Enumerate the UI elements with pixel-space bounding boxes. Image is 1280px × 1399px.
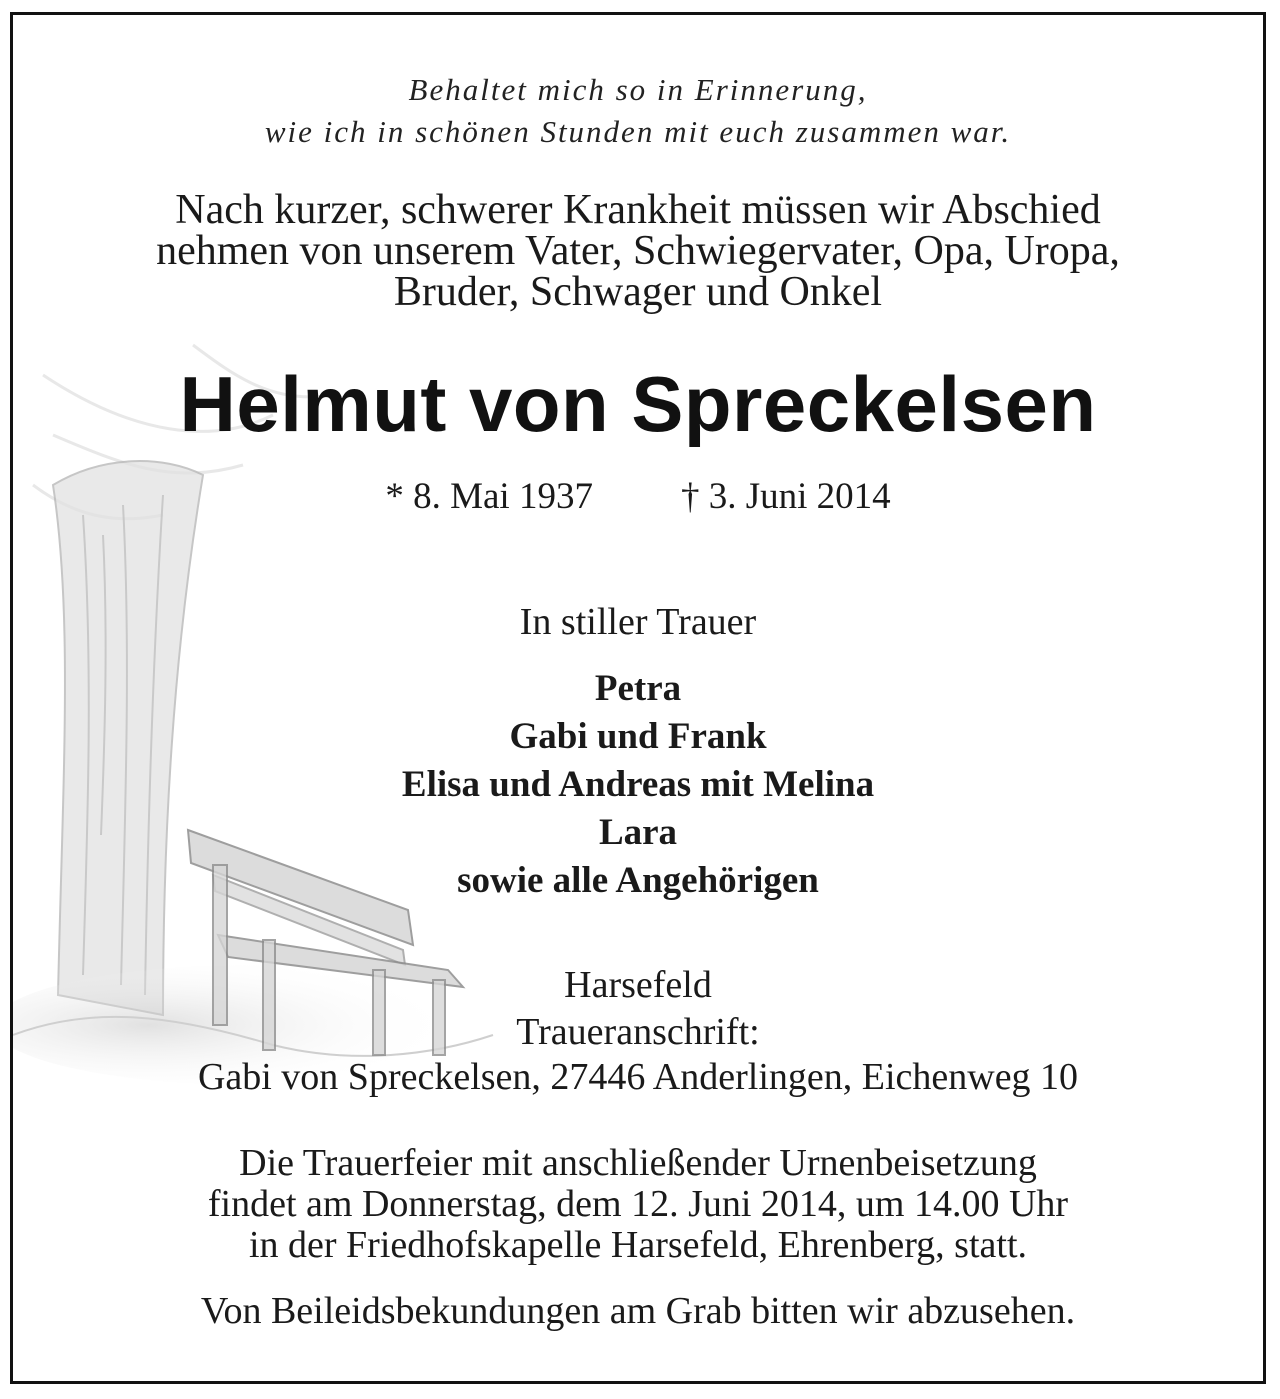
mourner-2: Gabi und Frank [509,716,767,757]
closing-note: Von Beileidsbekundungen am Grab bitten wir abzusehen. [200,1290,1076,1332]
life-dates [13,475,1263,518]
address-line: Gabi von Spreckelsen, 27446 Anderlingen, Eichenweg 10 [197,1056,1079,1098]
intro-line-1: Nach kurzer, schwerer Krankheit müssen wir Abschied [175,187,1101,233]
mourner-4: Lara [598,812,678,853]
intro-line-3: Bruder, Schwager und Onkel [393,269,883,315]
town: Harsefeld [564,964,712,1006]
intro-line-2: nehmen von unserem Vater, Schwiegervater, Opa, Uropa, [156,228,1120,274]
obituary-notice [10,12,1266,1384]
service-line-1: Die Trauerfeier mit anschließender Urnenbeisetzung [239,1142,1037,1184]
birth-date: * 8. Mai 1937 [385,476,593,517]
deceased-name: Helmut von Spreckelsen [179,360,1097,448]
mourner-3: Elisa und Andreas mit Melina [401,764,875,805]
mourner-5: sowie alle Angehörigen [457,860,819,901]
service-line-3: in der Friedhofskapelle Harsefeld, Ehrenberg, statt. [248,1224,1028,1266]
mourning-heading: In stiller Trauer [519,601,757,643]
motto-line-2: wie ich in schönen Stunden mit euch zusammen war. [264,114,1012,149]
address-label: Traueranschrift: [516,1011,760,1053]
death-date: † 3. Juni 2014 [680,476,891,517]
service-line-2: findet am Donnerstag, dem 12. Juni 2014, um 14.00 Uhr [207,1183,1069,1225]
motto-line-1: Behaltet mich so in Erinnerung, [408,72,868,107]
mourner-1: Petra [594,668,682,709]
